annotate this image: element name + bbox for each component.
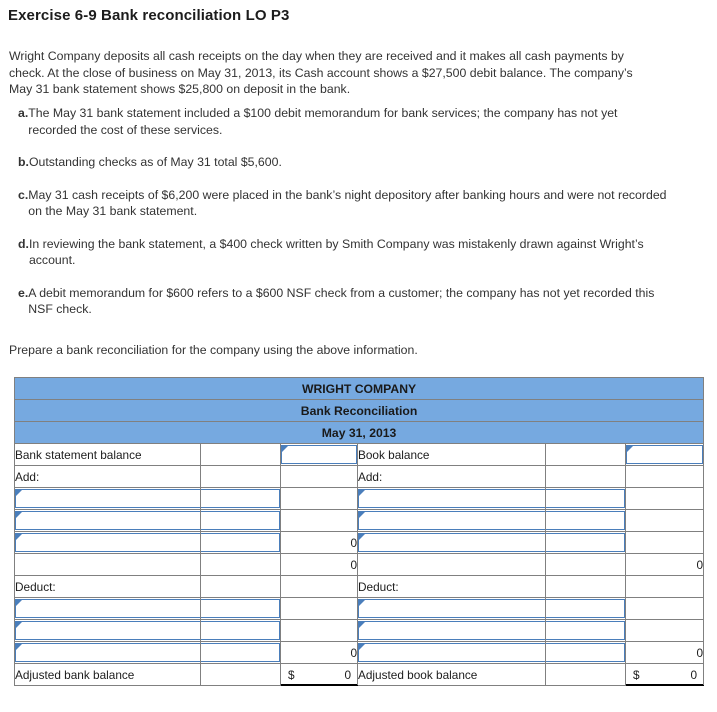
book-deduct-description-input-3[interactable] <box>358 643 545 662</box>
book-add-amount-input-3[interactable] <box>546 533 625 552</box>
bank-add-total-cell-2 <box>281 510 358 532</box>
table-row-bank-deduct-2 <box>15 620 704 642</box>
bank-add-amount-cell-2[interactable] <box>201 510 281 532</box>
bank-add-total-cell-3: 0 <box>281 532 358 554</box>
book-adjusted-currency-symbol: $ <box>633 667 640 682</box>
bank-add-spacer-1 <box>201 466 281 488</box>
book-add-total-cell-1 <box>626 488 704 510</box>
book-deduct-spacer-2 <box>626 576 704 598</box>
bank-add-spacer-2 <box>281 466 358 488</box>
bank-adjusted-value: 0 <box>344 667 351 682</box>
item-label: c. <box>18 187 29 202</box>
bank-deduct-description-input-3[interactable] <box>15 643 200 662</box>
book-deduct-desc-cell-1[interactable] <box>358 598 546 620</box>
book-adjusted-value-cell <box>626 664 704 686</box>
bank-deduct-total-cell-3: 0 <box>281 642 358 664</box>
book-deduct-total-cell-1 <box>626 598 704 620</box>
table-row-add-label <box>15 466 704 488</box>
book-add-total-cell-2 <box>626 510 704 532</box>
adjusted-book-balance-label: Adjusted book balance <box>358 664 546 686</box>
statement-name-header: Bank Reconciliation <box>15 400 704 422</box>
worksheet-header-row-company <box>15 378 704 400</box>
bank-deduct-spacer-1 <box>201 576 281 598</box>
item-label: d. <box>18 236 29 251</box>
bank-deduct-amount-input-3[interactable] <box>201 643 280 662</box>
bank-add-amount-input-3[interactable] <box>201 533 280 552</box>
book-add-description-input-2[interactable] <box>358 511 545 530</box>
table-row-opening-balance <box>15 444 704 466</box>
table-row-add-subtotal <box>15 554 704 576</box>
worksheet-header-row-date <box>15 422 704 444</box>
book-deduct-description-input-2[interactable] <box>358 621 545 640</box>
bank-add-amount-input-1[interactable] <box>201 489 280 508</box>
bank-opening-balance-input[interactable] <box>281 445 357 464</box>
problem-intro: Wright Company deposits all cash receipts on the day when they are received and it makes all cash payments by check. At the close of business on May 31, 2013, its Cash account shows a $27,500 debit balance. The company’s May 31 bank statement shows $25,800 on deposit in the bank. <box>9 49 633 96</box>
book-deduct-desc-cell-3[interactable] <box>358 642 546 664</box>
bank-deduct-amount-cell-1[interactable] <box>201 598 281 620</box>
table-row-deduct-label <box>15 576 704 598</box>
book-adjusted-value: 0 <box>690 667 698 682</box>
book-deduct-description-input-1[interactable] <box>358 599 545 618</box>
bank-add-total-cell-1 <box>281 488 358 510</box>
bank-add-subtotal-spacer-1 <box>15 554 201 576</box>
bank-deduct-label: Deduct: <box>15 576 201 598</box>
list-item <box>9 105 669 138</box>
item-text: In reviewing the bank statement, a $400 check written by Smith Company was mistakenly drawn against Wright’s account. <box>28 236 644 267</box>
bank-add-description-input-3[interactable] <box>15 533 200 552</box>
worksheet-header-row-statement <box>15 400 704 422</box>
book-add-subtotal-spacer-2 <box>546 554 626 576</box>
item-text: The May 31 bank statement included a $100 debit memorandum for bank services; the company has not yet recorded the cost of these services. <box>28 106 618 137</box>
book-add-desc-cell-2[interactable] <box>358 510 546 532</box>
book-add-desc-cell-1[interactable] <box>358 488 546 510</box>
bank-deduct-desc-cell-1[interactable] <box>15 598 201 620</box>
bank-adjusted-value-cell <box>281 664 358 686</box>
book-deduct-spacer-1 <box>546 576 626 598</box>
book-deduct-amount-cell-2[interactable] <box>546 620 626 642</box>
bank-add-amount-input-2[interactable] <box>201 511 280 530</box>
page-title: Exercise 6-9 Bank reconciliation LO P3 <box>8 7 290 24</box>
book-add-amount-cell-2[interactable] <box>546 510 626 532</box>
book-add-description-input-1[interactable] <box>358 489 545 508</box>
book-add-spacer-1 <box>546 466 626 488</box>
table-row-bank-add-2 <box>15 510 704 532</box>
bank-adjusted-spacer <box>201 664 281 686</box>
item-label: b. <box>18 155 29 169</box>
bank-add-desc-cell-3[interactable] <box>15 532 201 554</box>
bank-deduct-amount-input-1[interactable] <box>201 599 280 618</box>
table-row-bank-deduct-1 <box>15 598 704 620</box>
bank-add-subtotal-spacer-2 <box>201 554 281 576</box>
table-row-bank-add-3 <box>15 532 704 554</box>
bank-deduct-total-cell-1 <box>281 598 358 620</box>
adjusted-bank-balance-label: Adjusted bank balance <box>15 664 201 686</box>
bank-add-desc-cell-1[interactable] <box>15 488 201 510</box>
company-name-header: WRIGHT COMPANY <box>15 378 704 400</box>
bank-add-desc-cell-2[interactable] <box>15 510 201 532</box>
item-label: e. <box>18 285 29 300</box>
instruction-text: Prepare a bank reconciliation for the company using the above information. <box>9 343 418 357</box>
bank-opening-spacer-cell <box>201 444 281 466</box>
problem-items-list <box>9 105 669 334</box>
book-add-amount-input-2[interactable] <box>546 511 625 530</box>
book-add-desc-cell-3[interactable] <box>358 532 546 554</box>
bank-add-description-input-1[interactable] <box>15 489 200 508</box>
book-add-amount-cell-3[interactable] <box>546 532 626 554</box>
list-item <box>9 154 669 171</box>
bank-add-description-input-2[interactable] <box>15 511 200 530</box>
item-text: May 31 cash receipts of $6,200 were placed in the bank’s night depository after banking hours and were not recorded on the May 31 bank statement. <box>28 187 667 218</box>
book-balance-label: Book balance <box>358 444 546 466</box>
bank-add-subtotal-value: 0 <box>281 554 358 576</box>
bank-deduct-spacer-2 <box>281 576 358 598</box>
book-deduct-label: Deduct: <box>358 576 546 598</box>
bank-add-amount-cell-3[interactable] <box>201 532 281 554</box>
book-deduct-total-cell-3: 0 <box>626 642 704 664</box>
book-add-label: Add: <box>358 466 546 488</box>
list-item <box>9 187 669 220</box>
book-deduct-total-cell-2 <box>626 620 704 642</box>
bank-add-amount-cell-1[interactable] <box>201 488 281 510</box>
statement-date-header: May 31, 2013 <box>15 422 704 444</box>
table-row-adjusted-balance <box>15 664 704 686</box>
book-add-amount-input-1[interactable] <box>546 489 625 508</box>
bank-deduct-description-input-1[interactable] <box>15 599 200 618</box>
table-row-bank-add-1 <box>15 488 704 510</box>
table-row-bank-deduct-3 <box>15 642 704 664</box>
item-text: Outstanding checks as of May 31 total $5,600. <box>28 155 282 169</box>
bank-adjusted-currency-symbol: $ <box>288 667 295 682</box>
book-deduct-amount-input-2[interactable] <box>546 621 625 640</box>
bank-deduct-amount-cell-3[interactable] <box>201 642 281 664</box>
book-deduct-amount-cell-3[interactable] <box>546 642 626 664</box>
book-add-spacer-2 <box>626 466 704 488</box>
book-add-total-cell-3 <box>626 532 704 554</box>
book-opening-spacer-cell <box>546 444 626 466</box>
bank-deduct-amount-cell-2[interactable] <box>201 620 281 642</box>
book-opening-balance-input-cell[interactable] <box>626 444 704 466</box>
bank-opening-balance-input-cell[interactable] <box>281 444 358 466</box>
book-add-subtotal-spacer-1 <box>358 554 546 576</box>
list-item <box>9 285 669 318</box>
list-item <box>9 236 669 269</box>
book-opening-balance-input[interactable] <box>626 445 703 464</box>
bank-deduct-description-input-2[interactable] <box>15 621 200 640</box>
bank-deduct-desc-cell-3[interactable] <box>15 642 201 664</box>
item-text: A debit memorandum for $600 refers to a $600 NSF check from a customer; the company has not yet recorded this NSF check. <box>28 285 655 316</box>
book-add-subtotal-value: 0 <box>626 554 704 576</box>
bank-deduct-total-cell-2 <box>281 620 358 642</box>
book-deduct-desc-cell-2[interactable] <box>358 620 546 642</box>
bank-statement-balance-label: Bank statement balance <box>15 444 201 466</box>
bank-deduct-amount-input-2[interactable] <box>201 621 280 640</box>
book-deduct-amount-cell-1[interactable] <box>546 598 626 620</box>
book-deduct-amount-input-1[interactable] <box>546 599 625 618</box>
book-add-description-input-3[interactable] <box>358 533 545 552</box>
bank-add-label: Add: <box>15 466 201 488</box>
item-label: a. <box>18 106 29 120</box>
book-adjusted-spacer <box>546 664 626 686</box>
bank-reconciliation-worksheet <box>14 377 704 686</box>
book-add-amount-cell-1[interactable] <box>546 488 626 510</box>
book-deduct-amount-input-3[interactable] <box>546 643 625 662</box>
bank-deduct-desc-cell-2[interactable] <box>15 620 201 642</box>
